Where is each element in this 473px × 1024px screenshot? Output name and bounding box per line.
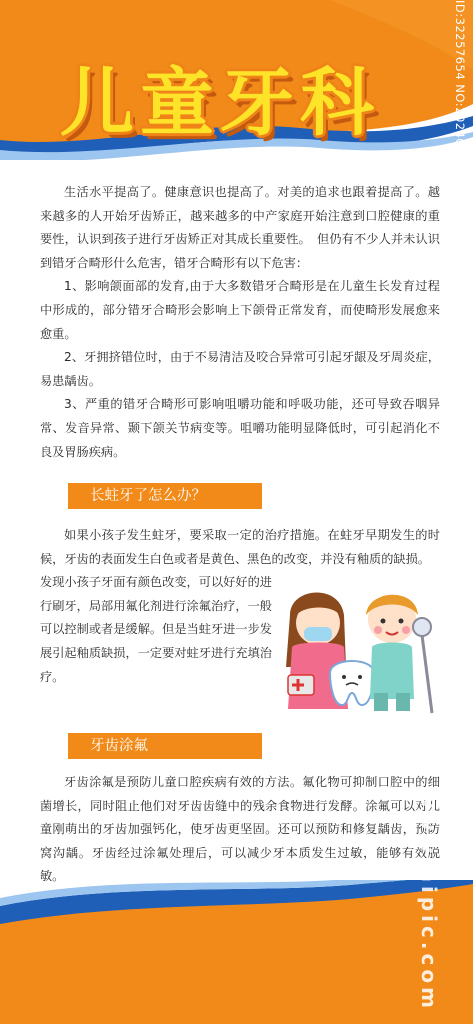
page-title: 儿童牙科 [60,60,380,146]
intro-point-2: 2、牙拥挤错位时，由于不易清洁及咬合异常可引起牙龈及牙周炎症，易患龋齿。 [40,350,440,388]
intro-point-1: 1、影响颌面部的发育,由于大多数错牙合畸形是在儿童生长发育过程中形成的，部分错牙合畸形会影响上下颌骨正常发育，而使畸形发展愈来愈重。 [40,279,440,341]
image-id-label: ID:32257654 NO:20240907180822626104 [453,0,467,264]
intro-text [40,181,440,464]
fluoride-paragraph: 牙齿涂氟是预防儿童口腔疾病有效的方法。氟化物可抑制口腔中的细菌增长，同时阻止他们对牙齿齿缝中的残余食物进行发酵。涂氟可以对儿童刚萌出的牙齿加强钙化，使牙齿更坚固。还可以预防和修复龋齿，预防窝沟龋。牙齿经过涂氟处理后，可以减少牙本质发生过敏，能够有效脱敏。 [40,775,440,884]
intro-paragraph: 生活水平提高了。健康意识也提高了。对美的追求也跟着提高了。越来越多的人开始牙齿矫正，越来越多的中产家庭开始注意到口腔健康的重要性，认识到孩子进行牙齿矫正对其成长重要性。 但仍有不少人并未认识到错牙合畸形什么危害，错牙合畸形有以下危害： [40,185,440,270]
section-heading-fluoride: 牙齿涂氟 [68,733,262,759]
intro-point-3: 3、严重的错牙合畸形可影响咀嚼功能和呼吸功能，还可导致吞咽异常、发音异常、颞下颌关节病变等。咀嚼功能明显降低时，可引起消化不良及胃肠疾病。 [40,397,440,459]
cavities-paragraph-wide: 如果小孩子发生蛀牙，要采取一定的治疗措施。在蛀牙早期发生的时候，牙齿的表面发生白色或者是黄色、黑色的改变，并没有釉质的缺损。 [40,528,440,566]
section-fluoride-text [40,771,440,889]
dentist-kids-illustration [282,575,442,715]
footer-banner [0,880,473,1024]
cavities-paragraph-narrow: 发现小孩子牙面有颜色改变，可以好好的进行刷牙，局部用氟化剂进行涂氟治疗，一般可以控制或者是缓解。但是当蛀牙进一步发展引起釉质缺损，一定要对蛀牙进行充填治疗。 [40,575,272,684]
section-heading-cavities: 长蛀牙了怎么办？ [68,483,262,509]
watermark: 昵图网 www.nipic.com [417,790,467,1012]
